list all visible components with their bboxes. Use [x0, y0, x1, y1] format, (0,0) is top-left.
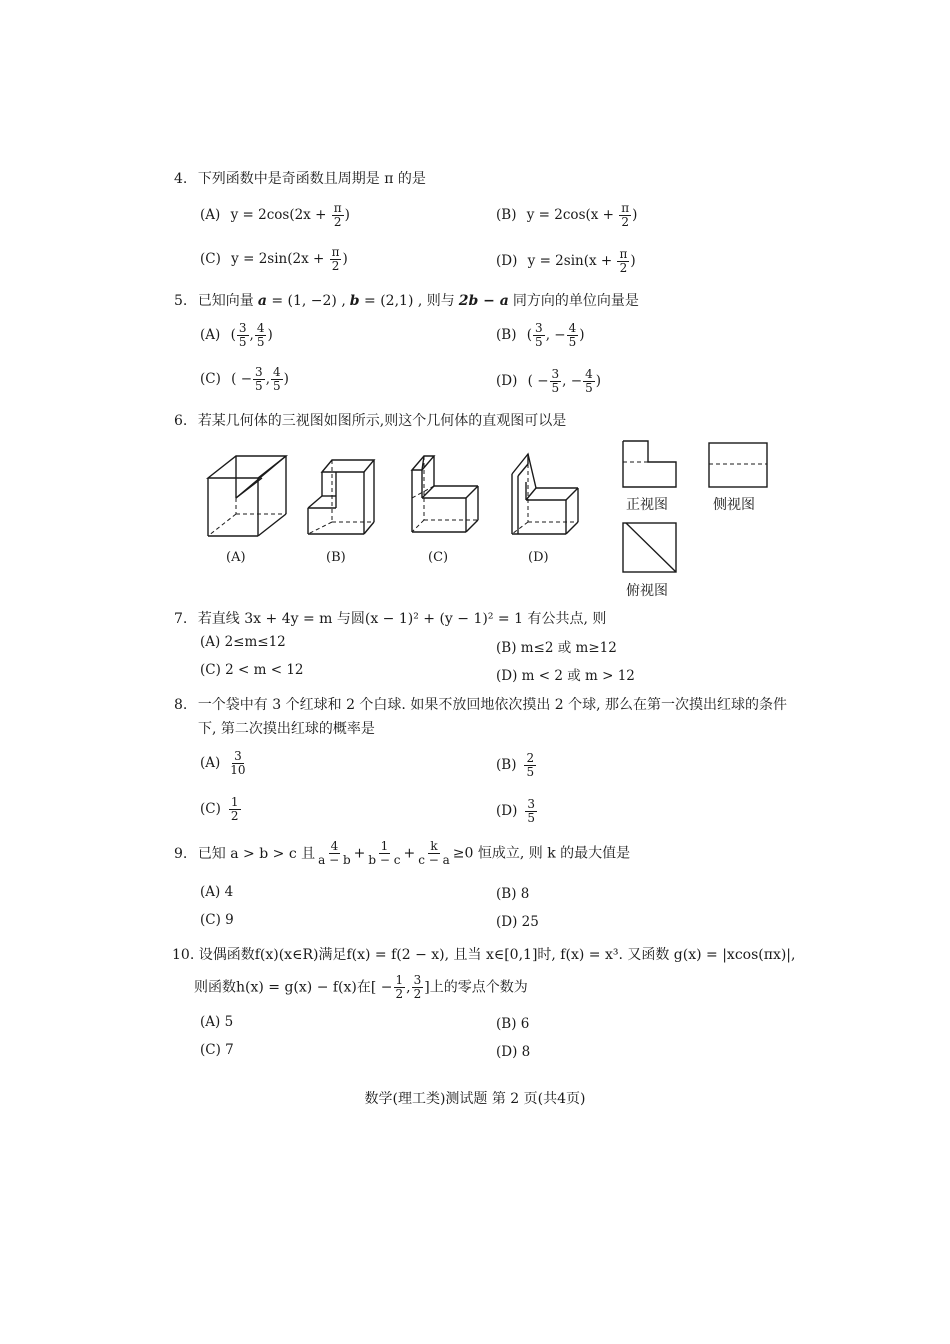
figure-b-label: (B)	[326, 550, 346, 565]
q10-option-c: (C) 7	[200, 1042, 234, 1058]
q7-option-c: (C) 2 < m < 12	[200, 662, 304, 678]
question-text: 若某几何体的三视图如图所示,则这个几何体的直观图可以是	[197, 413, 567, 429]
question-text: 同方向的单位向量是	[512, 293, 639, 309]
q5-option-a: (A) ( $\frac{3}{5}$ , $\frac{4}{5}$ )	[200, 321, 273, 349]
question-7-stem	[174, 608, 606, 628]
question-text: 若直线 3x + 4y = m 与圆(x − 1)² + (y − 1)² = 1 有公共点, 则	[197, 611, 607, 627]
q10-option-b: (B) 6	[496, 1016, 530, 1032]
question-text: 下列函数中是奇函数且周期是 π 的是	[197, 171, 426, 187]
question-text: ≥0 恒成立, 则 k 的最大值是	[452, 845, 631, 862]
q9-option-b: (B) 8	[496, 886, 530, 902]
figure-d-solid	[506, 452, 586, 538]
q4-option-a: (A) y = 2cos(2x + $\frac{\pi}{2}$ )	[200, 201, 350, 229]
side-view-label: 侧视图	[713, 497, 755, 513]
option-label: (B)	[496, 207, 517, 223]
question-text: 已知 a > b > c 且	[197, 845, 316, 862]
q8-option-b: (B) $\frac{2}{5}$	[496, 751, 535, 779]
q10-option-a: (A) 5	[200, 1014, 234, 1030]
vector-a: a	[257, 293, 267, 309]
question-number: 6.	[174, 413, 188, 429]
question-text: = (2,1) , 则与	[359, 293, 455, 309]
question-text: = (1, −2) ,	[266, 293, 346, 309]
question-10-stem	[172, 944, 795, 964]
q8-option-d: (D) $\frac{3}{5}$	[496, 797, 535, 825]
fraction: $\frac{\pi}{2}$	[619, 247, 628, 275]
figure-a-solid	[200, 450, 296, 542]
q4-option-b: (B) y = 2cos(x + $\frac{\pi}{2}$ )	[496, 201, 638, 229]
side-view-diagram	[706, 440, 770, 490]
q9-option-d: (D) 25	[496, 914, 539, 930]
question-text: 设偶函数f(x)(x∈R)满足f(x) = f(2 − x), 且当 x∈[0,1]时, f(x) = x³. 又函数 g(x) = |xcos(πx)|,	[198, 947, 796, 963]
figure-c-solid	[406, 452, 486, 538]
question-text: 已知向量	[197, 293, 254, 309]
question-10-stem-line2: 则函数h(x) = g(x) − f(x)在[ − $\frac{1}{2}$ , $\frac{3}{2}$ ]上的零点个数为	[194, 973, 528, 1001]
figure-a-label: (A)	[226, 550, 246, 565]
top-view-label: 俯视图	[626, 583, 668, 599]
q8-option-a: (A) $\frac{3}{10}$	[200, 749, 246, 777]
q4-option-d: (D) y = 2sin(x + $\frac{\pi}{2}$ )	[496, 247, 636, 275]
page-footer: 数学(理工类)测试题 第 2 页(共4页)	[364, 1091, 586, 1107]
question-8-stem	[174, 694, 787, 714]
q7-option-b: (B) m≤2 或 m≥12	[496, 640, 617, 656]
question-9-stem: 9. 已知 a > b > c 且 $\frac{4}{a - b}$ + $\frac{1}{b - c}$ + $\frac{k}{c - a}$ ≥0 恒成立, 则 k 的最大值是	[174, 839, 631, 867]
q5-option-b: (B) ( $\frac{3}{5}$ , − $\frac{4}{5}$ )	[496, 321, 585, 349]
front-view-label: 正视图	[626, 497, 668, 513]
option-label: (C)	[200, 251, 221, 267]
vector-expression: 2b − a	[458, 293, 509, 309]
vector-b: b	[349, 293, 360, 309]
q8-option-c: (C) $\frac{1}{2}$	[200, 795, 239, 823]
question-number: 8.	[174, 697, 188, 713]
question-number: 4.	[174, 171, 188, 187]
fraction: $\frac{\pi}{2}$	[333, 201, 342, 229]
question-8-stem-line2: 下, 第二次摸出红球的概率是	[198, 721, 375, 737]
q7-option-d: (D) m < 2 或 m > 12	[496, 668, 635, 684]
front-view-diagram	[620, 438, 680, 490]
question-number: 5.	[174, 293, 188, 309]
fraction: $\frac{\pi}{2}$	[621, 201, 630, 229]
figure-b-solid	[302, 452, 382, 542]
question-4-stem	[174, 168, 426, 188]
q7-option-a: (A) 2≤m≤12	[200, 634, 286, 650]
q10-option-d: (D) 8	[496, 1044, 531, 1060]
figure-d-label: (D)	[528, 550, 549, 565]
option-expr: y = 2sin(2x +	[231, 251, 329, 267]
question-5-stem	[174, 290, 639, 310]
q9-option-a: (A) 4	[200, 884, 234, 900]
option-expr: y = 2sin(x +	[527, 253, 617, 269]
figure-c-label: (C)	[428, 550, 449, 565]
question-number: 9.	[174, 845, 188, 862]
q9-option-c: (C) 9	[200, 912, 234, 928]
q5-option-c: (C) ( − $\frac{3}{5}$ , $\frac{4}{5}$ )	[200, 365, 289, 393]
question-6-stem	[174, 410, 566, 430]
question-number: 10.	[172, 947, 195, 963]
option-expr: y = 2cos(x +	[526, 207, 619, 223]
fraction: $\frac{\pi}{2}$	[331, 245, 340, 273]
option-expr: y = 2cos(2x +	[230, 207, 331, 223]
top-view-diagram	[620, 520, 680, 576]
option-label: (A)	[200, 207, 221, 223]
q5-option-d: (D) ( − $\frac{3}{5}$ , − $\frac{4}{5}$ )	[496, 367, 601, 395]
option-label: (D)	[496, 253, 518, 269]
question-number: 7.	[174, 611, 188, 627]
q4-option-c: (C) y = 2sin(2x + $\frac{\pi}{2}$ )	[200, 245, 348, 273]
question-text: 一个袋中有 3 个红球和 2 个白球. 如果不放回地依次摸出 2 个球, 那么在第一次摸出红球的条件	[197, 697, 788, 713]
